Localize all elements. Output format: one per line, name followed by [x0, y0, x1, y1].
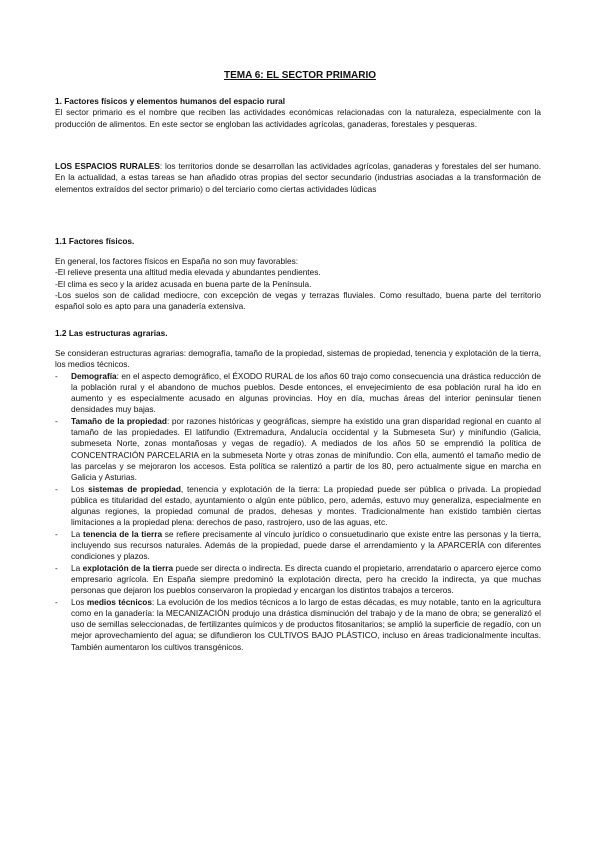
list-item-sistemas-propiedad	[55, 484, 541, 529]
list-dash: -	[55, 415, 58, 426]
list-item-demografia	[55, 371, 541, 416]
list-item-text: , tenencia y explotación de la tierra: La propiedad puede ser pública o privada. La propiedad pública es titularidad del estado, ayuntamiento o algún ente público, pero, además, estuvo muy generaliza, especialmente en algunas regiones, la propiedad comunal de prados, dehesas y montes. Tradicionalmente han existido también ciertas limitaciones a la propiedad plena: derechos de paso, rastrojero, uso de las aguas, etc.	[71, 483, 542, 528]
section-1-1-heading: 1.1 Factores físicos.	[55, 236, 135, 246]
section-1	[55, 96, 541, 130]
list-item-tamano-propiedad	[55, 416, 541, 484]
list-item-medios-tecnicos	[55, 597, 541, 653]
list-item-prefix: La	[71, 562, 83, 573]
section-1-2-body	[55, 348, 541, 653]
list-item-term: medios técnicos	[86, 596, 152, 607]
espacios-rurales-definition: : los territorios donde se desarrollan las actividades agrícolas, ganaderas y forestales del ser humano. En la actualidad, a estas tareas se han añadido otras propias del sector secundario (industrias asociadas a la transformación de elementos extraídos del sector primario) o del terciario como ciertas actividades lúdicas	[55, 161, 542, 194]
list-item-text: : en el aspecto demográfico, el ÉXODO RURAL de los años 60 trajo como consecuencia una drástica reducción de la población rural y el abandono de muchos pueblos. Desde entonces, el envejecimiento de esa población rural ha ido en aumento y es especialmente acusado en algunas provincias. Hoy en día, muchas áreas del interior peninsular tienen densidades muy bajas.	[71, 370, 541, 415]
list-dash: -	[55, 562, 58, 573]
list-item-term: sistemas de propiedad	[88, 483, 181, 494]
section-1-2-heading: 1.2 Las estructuras agrarias.	[55, 328, 168, 338]
section-1-paragraph-1: El sector primario es el nombre que reciben las actividades económicas relacionadas con la naturaleza, especialmente con la producción de alimentos. En este sector se engloban las actividades agrícolas, ganaderas, forestales y pesqueras.	[55, 107, 541, 129]
physical-factor-relief: -El relieve presenta una altitud media elevada y abundantes pendientes.	[55, 267, 321, 278]
section-1-2	[55, 328, 541, 339]
physical-factor-climate: -El clima es seco y la aridez acusada en buena parte de la Península.	[55, 278, 312, 289]
list-dash: -	[55, 483, 58, 494]
list-item-term: Demografía	[71, 370, 117, 381]
section-1-1-body	[55, 256, 541, 312]
list-item-text: : La evolución de los medios técnicos a lo largo de estas décadas, es muy notable, tanto en la agricultura como en la ganadería: la MECANIZACIÓN produjo una drástica disminución del trabajo y de la mano de obra; se generalizó el uso de semillas seleccionadas, de fertilizantes químicos y de productos fitosanitarios; se amplió la superficie de regadío, con un mejor aprovechamiento del agua; se difundieron los CULTIVOS BAJO PLÁSTICO, incluso en áreas tradicionalmente incultas. También aumentaron los cultivos transgénicos.	[71, 596, 542, 652]
list-item-prefix: Los	[71, 483, 89, 494]
list-item-text: : por razones históricas y geográficas, siempre ha existido una gran disparidad regional en cuanto al tamaño de las propiedades. El latifundio (Extremadura, Andalucía occidental y la Submeseta Sur) y minifundio (Galicia, submeseta Norte, zonas montañosas y vegas de regadío). A mediados de los años 50 se emprendió la política de CONCENTRACIÓN PARCELARIA en la submeseta Norte y otras zonas de minifundio. Con ella, aumentó el tamaño medio de las parcelas y se mejoraron los accesos. Esta política se ralentizó a partir de los 80, pero actualmente sigue en marcha en Galicia y Asturias.	[71, 415, 541, 483]
physical-factors-intro: En general, los factores físicos en España no son muy favorables:	[55, 256, 299, 266]
list-item-text: se refiere precisamente al vínculo jurídico o consuetudinario que existe entre las personas y la tierra, incluyendo sus recursos naturales. Además de la propiedad, puede darse el arrendamiento y la APARCERÍA con diferentes condiciones y plazos.	[71, 528, 541, 562]
list-item-text: puede ser directa o indirecta. Es directa cuando el propietario, arrendatario o aparcero ejerce como empresario agrícola. En España siempre predominó la explotación directa, pero ha crecido la indirecta, ya que muchas personas que dejaron los pueblos conservaron la propiedad y encargan los distintos trabajos a terceros.	[71, 562, 541, 596]
list-item-term: explotación de la tierra	[82, 562, 174, 573]
physical-factor-soils: -Los suelos son de calidad mediocre, con excepción de vegas y terrazas fluviales. Como resultado, buena parte del territorio español solo es apto para una ganadería extensiva.	[55, 289, 541, 312]
list-dash: -	[55, 370, 58, 381]
section-1-espacios-rurales	[55, 161, 541, 195]
list-item-term: Tamaño de la propiedad	[71, 415, 167, 426]
agrarian-structures-intro: Se consideran estructuras agrarias: demografía, tamaño de la propiedad, sistemas de propiedad, tenencia y explotación de la tierra, los medios técnicos.	[55, 348, 541, 370]
list-dash: -	[55, 596, 58, 607]
list-item-tenencia	[55, 529, 541, 563]
section-1-paragraph-2	[55, 161, 541, 195]
list-dash: -	[55, 528, 58, 539]
page-title: TEMA 6: EL SECTOR PRIMARIO	[223, 70, 377, 81]
section-1-1	[55, 236, 541, 247]
list-item-prefix: Los	[71, 596, 87, 607]
list-item-term: tenencia de la tierra	[82, 528, 163, 539]
list-item-explotacion	[55, 563, 541, 597]
section-1-heading: 1. Factores físicos y elementos humanos del espacio rural	[55, 96, 286, 106]
list-item-prefix: La	[71, 528, 83, 539]
espacios-rurales-term: LOS ESPACIOS RURALES	[55, 161, 160, 171]
